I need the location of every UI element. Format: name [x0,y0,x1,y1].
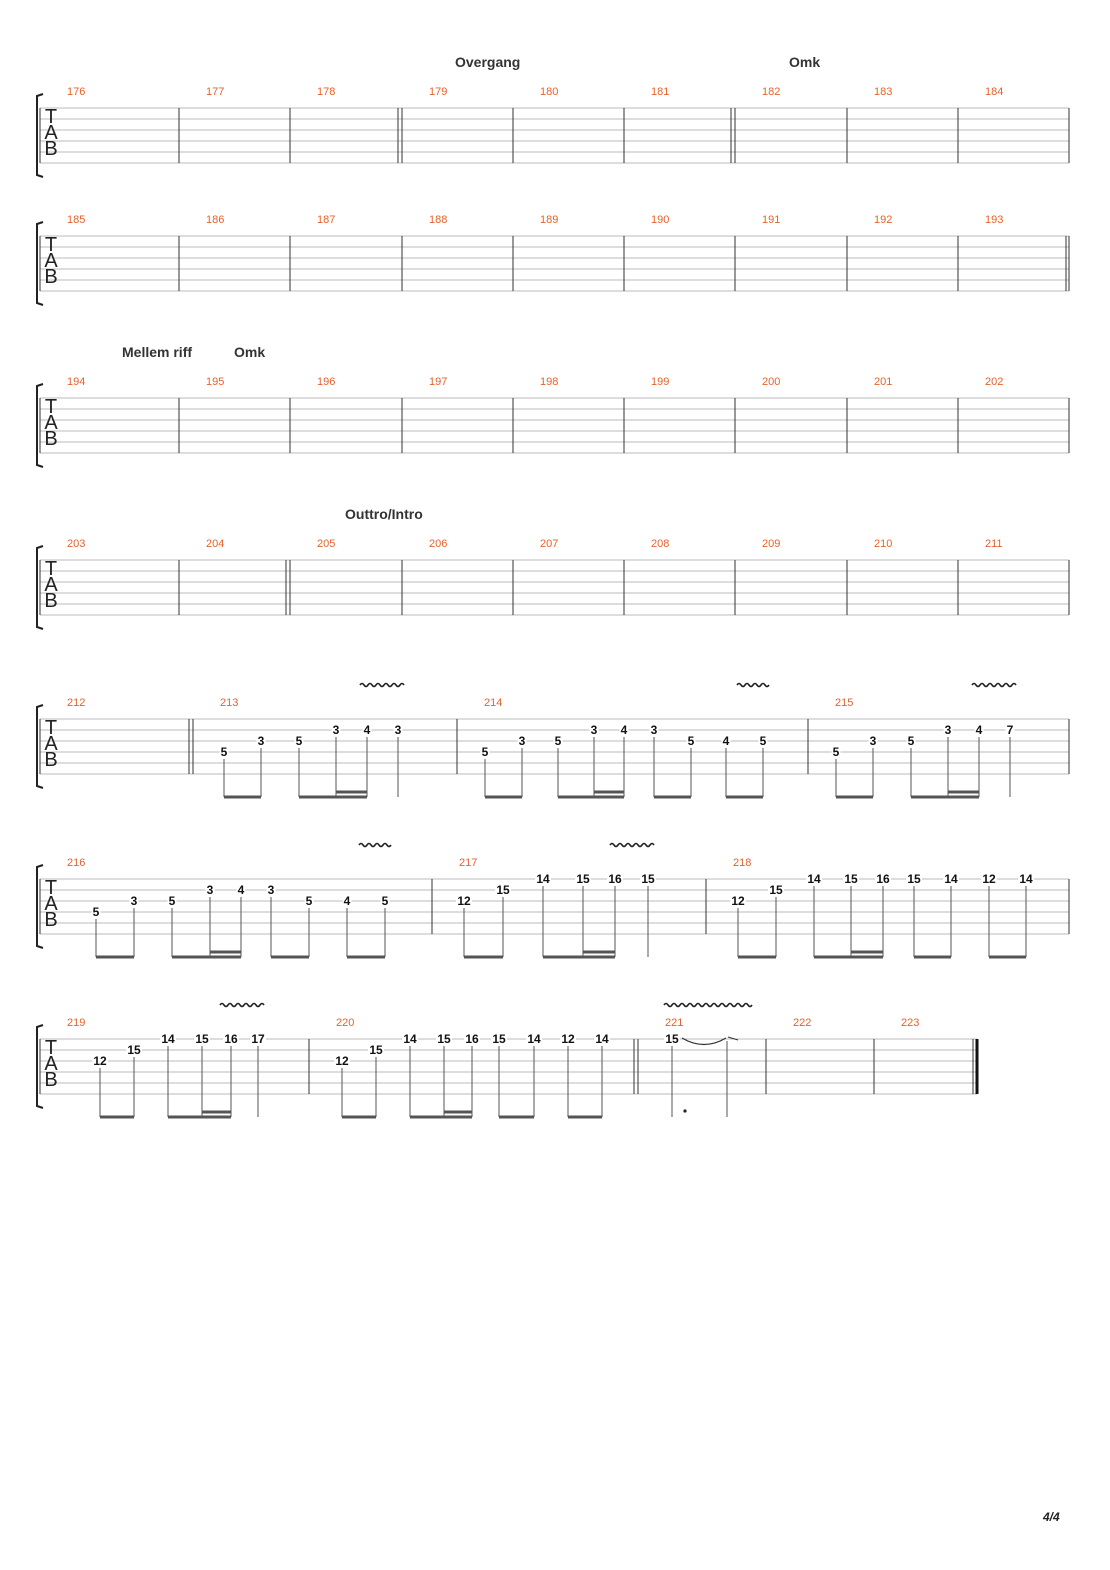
measure-number: 193 [985,214,1004,226]
vibrato-mark [610,844,654,847]
measure-number: 223 [901,1017,920,1029]
section-marker: Omk [789,54,821,70]
tab-note: 15 [576,872,590,886]
tab-note: 15 [492,1032,506,1046]
measure-number: 210 [874,538,893,550]
tab-note: 12 [561,1032,575,1046]
measure-number: 180 [540,86,559,98]
tab-note: 3 [130,894,138,908]
tab-note: 14 [161,1032,175,1046]
tab-note: 5 [554,734,562,748]
tab-note: 16 [876,872,890,886]
tab-note: 15 [127,1043,141,1057]
measure-number: 201 [874,376,893,388]
vibrato-mark [972,684,1016,687]
measure-number: 195 [206,376,225,388]
tab-note: 15 [195,1032,209,1046]
tab-clef-letter: T [44,717,58,739]
vibrato-mark [664,1004,752,1007]
tab-note: 4 [343,894,351,908]
tab-note: 3 [590,723,598,737]
tab-note: 12 [731,894,745,908]
tab-note: 17 [251,1032,265,1046]
tab-clef-letter: T [44,396,58,418]
tab-note: 5 [305,894,313,908]
measure-number: 185 [67,214,86,226]
measure-number: 217 [459,857,478,869]
tab-note: 5 [92,905,100,919]
tab-clef-letter: B [44,266,58,288]
measure-number: 202 [985,376,1004,388]
measure-number: 216 [67,857,86,869]
tab-note: 15 [907,872,921,886]
measure-number: 191 [762,214,781,226]
measure-number: 208 [651,538,670,550]
tab-note: 3 [206,883,214,897]
tab-note: 12 [335,1054,349,1068]
tab-clef-letter: A [44,1053,58,1075]
measure-number: 176 [67,86,86,98]
tab-note: 15 [641,872,655,886]
tab-note: 4 [237,883,245,897]
measure-number: 200 [762,376,781,388]
tab-clef-letter: B [44,1069,58,1091]
tab-note: 4 [620,723,628,737]
measure-number: 194 [67,376,86,388]
tab-note: 14 [944,872,958,886]
tab-note: 12 [93,1054,107,1068]
tab-note: 5 [481,745,489,759]
tab-clef-letter: A [44,733,58,755]
tab-note: 5 [832,745,840,759]
tab-note: 4 [975,723,983,737]
measure-number: 204 [206,538,225,550]
tab-note: 4 [722,734,730,748]
measure-number: 184 [985,86,1004,98]
measure-number: 181 [651,86,670,98]
tab-note: 5 [907,734,915,748]
tab-clef-letter: T [44,1037,58,1059]
measure-number: 198 [540,376,559,388]
tab-note: 3 [518,734,526,748]
tab-clef-letter: B [44,138,58,160]
measure-number: 179 [429,86,448,98]
tab-note: 5 [759,734,767,748]
vibrato-mark [737,684,769,687]
section-marker: Outtro/Intro [345,506,423,522]
measure-number: 220 [336,1017,355,1029]
tab-note: 16 [465,1032,479,1046]
tab-note: 3 [394,723,402,737]
tab-note: 15 [437,1032,451,1046]
tab-note: 14 [807,872,821,886]
tab-note: 14 [403,1032,417,1046]
measure-number: 205 [317,538,336,550]
measure-number: 222 [793,1017,812,1029]
page-number: 4/4 [1043,1510,1060,1524]
tab-note: 12 [457,894,471,908]
measure-number: 219 [67,1017,86,1029]
measure-number: 211 [985,538,1003,550]
measure-number: 177 [206,86,225,98]
tab-note: 14 [1019,872,1033,886]
measure-number: 203 [67,538,86,550]
measure-number: 197 [429,376,448,388]
section-marker: Mellem riff [122,344,193,360]
measure-number: 209 [762,538,781,550]
vibrato-mark [359,844,391,847]
measure-number: 187 [317,214,336,226]
tab-note: 12 [982,872,996,886]
tab-clef-letter: T [44,558,58,580]
measure-number: 212 [67,697,86,709]
tab-note: 3 [267,883,275,897]
tab-note: 15 [496,883,510,897]
measure-number: 214 [484,697,503,709]
section-marker: Overgang [455,54,521,70]
tab-note: 14 [595,1032,609,1046]
tab-clef-letter: B [44,909,58,931]
measure-number: 186 [206,214,225,226]
tab-note: 5 [220,745,228,759]
tab-clef-letter: T [44,106,58,128]
measure-number: 183 [874,86,893,98]
measure-number: 189 [540,214,559,226]
tab-note: 3 [332,723,340,737]
tab-note: 3 [944,723,952,737]
tab-note: 16 [608,872,622,886]
tab-note: 3 [650,723,658,737]
measure-number: 188 [429,214,448,226]
tab-clef-letter: A [44,122,58,144]
measure-number: 192 [874,214,893,226]
tab-note: 16 [224,1032,238,1046]
measure-number: 221 [665,1017,684,1029]
measure-number: 182 [762,86,781,98]
measure-number: 190 [651,214,670,226]
tab-note: 15 [369,1043,383,1057]
measure-number: 178 [317,86,336,98]
section-marker: Omk [234,344,266,360]
tab-clef-letter: A [44,250,58,272]
tab-note: 5 [687,734,695,748]
tab-note: 15 [769,883,783,897]
tab-note: 5 [168,894,176,908]
measure-number: 213 [220,697,239,709]
measure-number: 196 [317,376,336,388]
tab-clef-letter: A [44,893,58,915]
vibrato-mark [220,1004,264,1007]
tab-note: 5 [381,894,389,908]
vibrato-mark [360,684,404,687]
tab-clef-letter: A [44,412,58,434]
tab-clef-letter: B [44,749,58,771]
tab-clef-letter: T [44,877,58,899]
measure-number: 215 [835,697,854,709]
measure-number: 199 [651,376,670,388]
tab-note: 14 [527,1032,541,1046]
measure-number: 206 [429,538,448,550]
tab-note: 3 [869,734,877,748]
tab-note: 4 [363,723,371,737]
tab-clef-letter: T [44,234,58,256]
measure-number: 207 [540,538,559,550]
measure-number: 218 [733,857,752,869]
rhythm-dot [683,1109,686,1112]
tab-clef-letter: B [44,428,58,450]
tab-note: 7 [1006,723,1014,737]
tab-note: 15 [844,872,858,886]
tab-clef-letter: A [44,574,58,596]
tab-note: 15 [665,1032,679,1046]
tab-note: 3 [257,734,265,748]
tab-note: 5 [295,734,303,748]
tab-clef-letter: B [44,590,58,612]
tab-note: 14 [536,872,550,886]
